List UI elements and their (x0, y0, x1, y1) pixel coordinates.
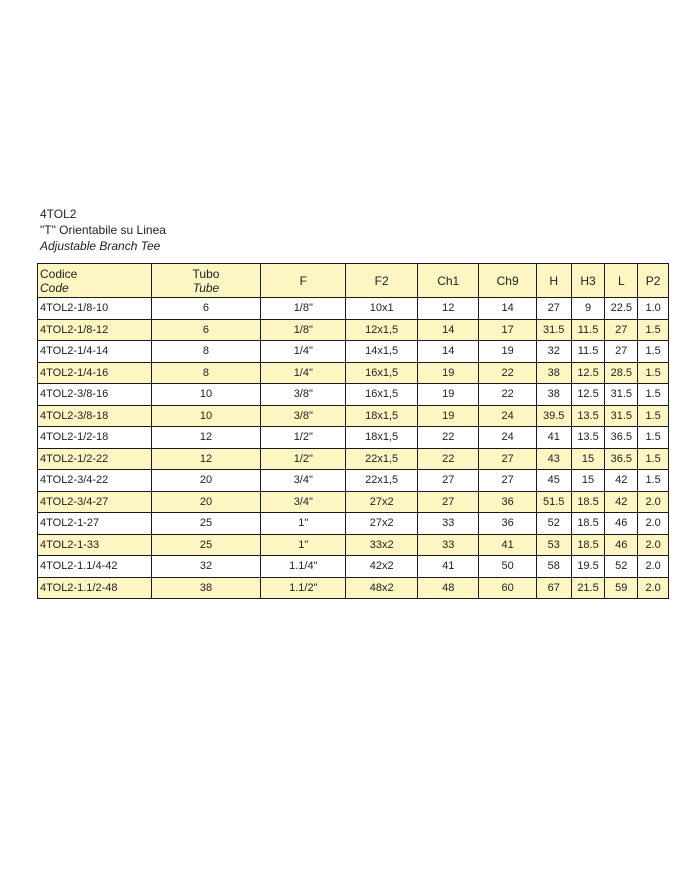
cell-ch9: 24 (479, 405, 536, 427)
column-header-p2: P2 (638, 264, 669, 298)
cell-p2: 2.0 (638, 534, 669, 556)
cell-p2: 2.0 (638, 513, 669, 535)
cell-f2: 22x1,5 (346, 470, 418, 492)
column-header-tube-it: Tubo (192, 266, 220, 281)
column-header-code-en: Code (40, 280, 69, 295)
cell-p2: 1.5 (638, 362, 669, 384)
cell-tube: 8 (151, 362, 261, 384)
cell-ch1: 27 (418, 470, 479, 492)
table-row (38, 534, 669, 556)
cell-ch1: 14 (418, 319, 479, 341)
cell-h: 67 (536, 577, 571, 599)
cell-ch9: 22 (479, 362, 536, 384)
cell-code: 4TOL2-1/8-10 (38, 298, 152, 320)
cell-f: 1/4" (261, 362, 346, 384)
cell-ch9: 22 (479, 384, 536, 406)
cell-h3: 11.5 (571, 319, 605, 341)
product-title-english: Adjustable Branch Tee (40, 239, 161, 253)
cell-f2: 12x1,5 (346, 319, 418, 341)
cell-l: 27 (605, 319, 638, 341)
cell-code: 4TOL2-3/8-16 (38, 384, 152, 406)
cell-h: 43 (536, 448, 571, 470)
table-row (38, 513, 669, 535)
cell-f: 3/8" (261, 405, 346, 427)
column-header-tube (151, 264, 261, 298)
cell-f: 1.1/2" (261, 577, 346, 599)
cell-ch1: 14 (418, 341, 479, 363)
table-row (38, 448, 669, 470)
cell-p2: 1.5 (638, 341, 669, 363)
cell-code: 4TOL2-1.1/4-42 (38, 556, 152, 578)
cell-f: 1/8" (261, 319, 346, 341)
cell-f2: 14x1,5 (346, 341, 418, 363)
cell-h: 51.5 (536, 491, 571, 513)
cell-f: 1.1/4" (261, 556, 346, 578)
cell-ch1: 19 (418, 384, 479, 406)
cell-p2: 1.5 (638, 427, 669, 449)
cell-f: 3/8" (261, 384, 346, 406)
column-header-f: F (261, 264, 346, 298)
cell-tube: 38 (151, 577, 261, 599)
dimensions-table (37, 263, 669, 599)
cell-h3: 18.5 (571, 491, 605, 513)
cell-l: 36.5 (605, 448, 638, 470)
cell-p2: 1.5 (638, 470, 669, 492)
cell-p2: 2.0 (638, 556, 669, 578)
cell-tube: 8 (151, 341, 261, 363)
cell-code: 4TOL2-1/4-14 (38, 341, 152, 363)
cell-f2: 27x2 (346, 491, 418, 513)
cell-f2: 18x1,5 (346, 427, 418, 449)
cell-code: 4TOL2-1.1/2-48 (38, 577, 152, 599)
cell-h: 38 (536, 384, 571, 406)
cell-ch1: 33 (418, 534, 479, 556)
cell-ch1: 19 (418, 362, 479, 384)
cell-p2: 1.5 (638, 405, 669, 427)
cell-tube: 10 (151, 384, 261, 406)
cell-code: 4TOL2-3/4-27 (38, 491, 152, 513)
cell-f2: 10x1 (346, 298, 418, 320)
cell-h3: 12.5 (571, 384, 605, 406)
table-row (38, 491, 669, 513)
cell-h: 27 (536, 298, 571, 320)
cell-l: 46 (605, 534, 638, 556)
cell-h: 39.5 (536, 405, 571, 427)
cell-h3: 11.5 (571, 341, 605, 363)
cell-h: 45 (536, 470, 571, 492)
cell-tube: 10 (151, 405, 261, 427)
cell-l: 31.5 (605, 405, 638, 427)
cell-ch1: 27 (418, 491, 479, 513)
cell-ch9: 17 (479, 319, 536, 341)
cell-ch1: 22 (418, 427, 479, 449)
column-header-l: L (605, 264, 638, 298)
cell-ch1: 48 (418, 577, 479, 599)
cell-l: 22.5 (605, 298, 638, 320)
cell-ch9: 24 (479, 427, 536, 449)
cell-f2: 48x2 (346, 577, 418, 599)
column-header-code (38, 264, 152, 298)
cell-l: 27 (605, 341, 638, 363)
cell-ch9: 27 (479, 448, 536, 470)
table-row (38, 405, 669, 427)
cell-f: 1" (261, 513, 346, 535)
cell-ch1: 19 (418, 405, 479, 427)
product-title-italian: "T" Orientabile su Linea (40, 223, 166, 237)
cell-h3: 18.5 (571, 534, 605, 556)
cell-l: 42 (605, 491, 638, 513)
cell-p2: 2.0 (638, 491, 669, 513)
cell-f: 3/4" (261, 470, 346, 492)
cell-ch1: 41 (418, 556, 479, 578)
cell-ch1: 12 (418, 298, 479, 320)
cell-l: 42 (605, 470, 638, 492)
cell-code: 4TOL2-1/2-18 (38, 427, 152, 449)
cell-ch1: 22 (418, 448, 479, 470)
cell-code: 4TOL2-1-33 (38, 534, 152, 556)
cell-ch9: 36 (479, 491, 536, 513)
product-header (40, 206, 166, 254)
cell-ch9: 36 (479, 513, 536, 535)
cell-h3: 15 (571, 470, 605, 492)
cell-h: 53 (536, 534, 571, 556)
cell-h3: 18.5 (571, 513, 605, 535)
cell-f: 1" (261, 534, 346, 556)
cell-h3: 15 (571, 448, 605, 470)
cell-f2: 16x1,5 (346, 384, 418, 406)
table-row (38, 298, 669, 320)
table-row (38, 577, 669, 599)
cell-code: 4TOL2-1-27 (38, 513, 152, 535)
cell-l: 28.5 (605, 362, 638, 384)
cell-h3: 9 (571, 298, 605, 320)
cell-tube: 12 (151, 427, 261, 449)
table-row (38, 362, 669, 384)
cell-code: 4TOL2-1/2-22 (38, 448, 152, 470)
cell-ch9: 60 (479, 577, 536, 599)
cell-f2: 33x2 (346, 534, 418, 556)
cell-f: 1/8" (261, 298, 346, 320)
cell-code: 4TOL2-1/4-16 (38, 362, 152, 384)
table-row (38, 319, 669, 341)
cell-f: 3/4" (261, 491, 346, 513)
cell-l: 36.5 (605, 427, 638, 449)
cell-ch1: 33 (418, 513, 479, 535)
cell-h3: 19.5 (571, 556, 605, 578)
cell-tube: 12 (151, 448, 261, 470)
cell-f: 1/2" (261, 427, 346, 449)
cell-tube: 6 (151, 298, 261, 320)
cell-ch9: 19 (479, 341, 536, 363)
cell-ch9: 50 (479, 556, 536, 578)
cell-l: 52 (605, 556, 638, 578)
column-header-code-it: Codice (40, 266, 78, 281)
column-header-h3: H3 (571, 264, 605, 298)
cell-h3: 21.5 (571, 577, 605, 599)
cell-p2: 1.0 (638, 298, 669, 320)
cell-f2: 42x2 (346, 556, 418, 578)
cell-tube: 20 (151, 470, 261, 492)
cell-h: 31.5 (536, 319, 571, 341)
cell-code: 4TOL2-3/4-22 (38, 470, 152, 492)
table-row (38, 384, 669, 406)
cell-f2: 18x1,5 (346, 405, 418, 427)
table-row (38, 470, 669, 492)
cell-h3: 12.5 (571, 362, 605, 384)
cell-h: 38 (536, 362, 571, 384)
cell-f2: 27x2 (346, 513, 418, 535)
cell-tube: 32 (151, 556, 261, 578)
column-header-ch1: Ch1 (418, 264, 479, 298)
cell-tube: 25 (151, 534, 261, 556)
cell-l: 46 (605, 513, 638, 535)
cell-p2: 1.5 (638, 384, 669, 406)
cell-h: 41 (536, 427, 571, 449)
table-header-row (38, 264, 669, 298)
product-code: 4TOL2 (40, 207, 77, 221)
cell-code: 4TOL2-3/8-18 (38, 405, 152, 427)
cell-h: 58 (536, 556, 571, 578)
cell-ch9: 41 (479, 534, 536, 556)
cell-tube: 6 (151, 319, 261, 341)
cell-l: 31.5 (605, 384, 638, 406)
table-row (38, 556, 669, 578)
cell-tube: 25 (151, 513, 261, 535)
cell-h: 52 (536, 513, 571, 535)
table-row (38, 341, 669, 363)
cell-f2: 22x1,5 (346, 448, 418, 470)
cell-p2: 2.0 (638, 577, 669, 599)
cell-p2: 1.5 (638, 319, 669, 341)
cell-ch9: 14 (479, 298, 536, 320)
table-row (38, 427, 669, 449)
cell-f: 1/4" (261, 341, 346, 363)
cell-f2: 16x1,5 (346, 362, 418, 384)
column-header-tube-en: Tube (192, 280, 220, 295)
cell-h3: 13.5 (571, 405, 605, 427)
cell-f: 1/2" (261, 448, 346, 470)
cell-code: 4TOL2-1/8-12 (38, 319, 152, 341)
cell-l: 59 (605, 577, 638, 599)
cell-ch9: 27 (479, 470, 536, 492)
cell-h: 32 (536, 341, 571, 363)
column-header-ch9: Ch9 (479, 264, 536, 298)
column-header-h: H (536, 264, 571, 298)
column-header-f2: F2 (346, 264, 418, 298)
cell-tube: 20 (151, 491, 261, 513)
cell-p2: 1.5 (638, 448, 669, 470)
cell-h3: 13.5 (571, 427, 605, 449)
